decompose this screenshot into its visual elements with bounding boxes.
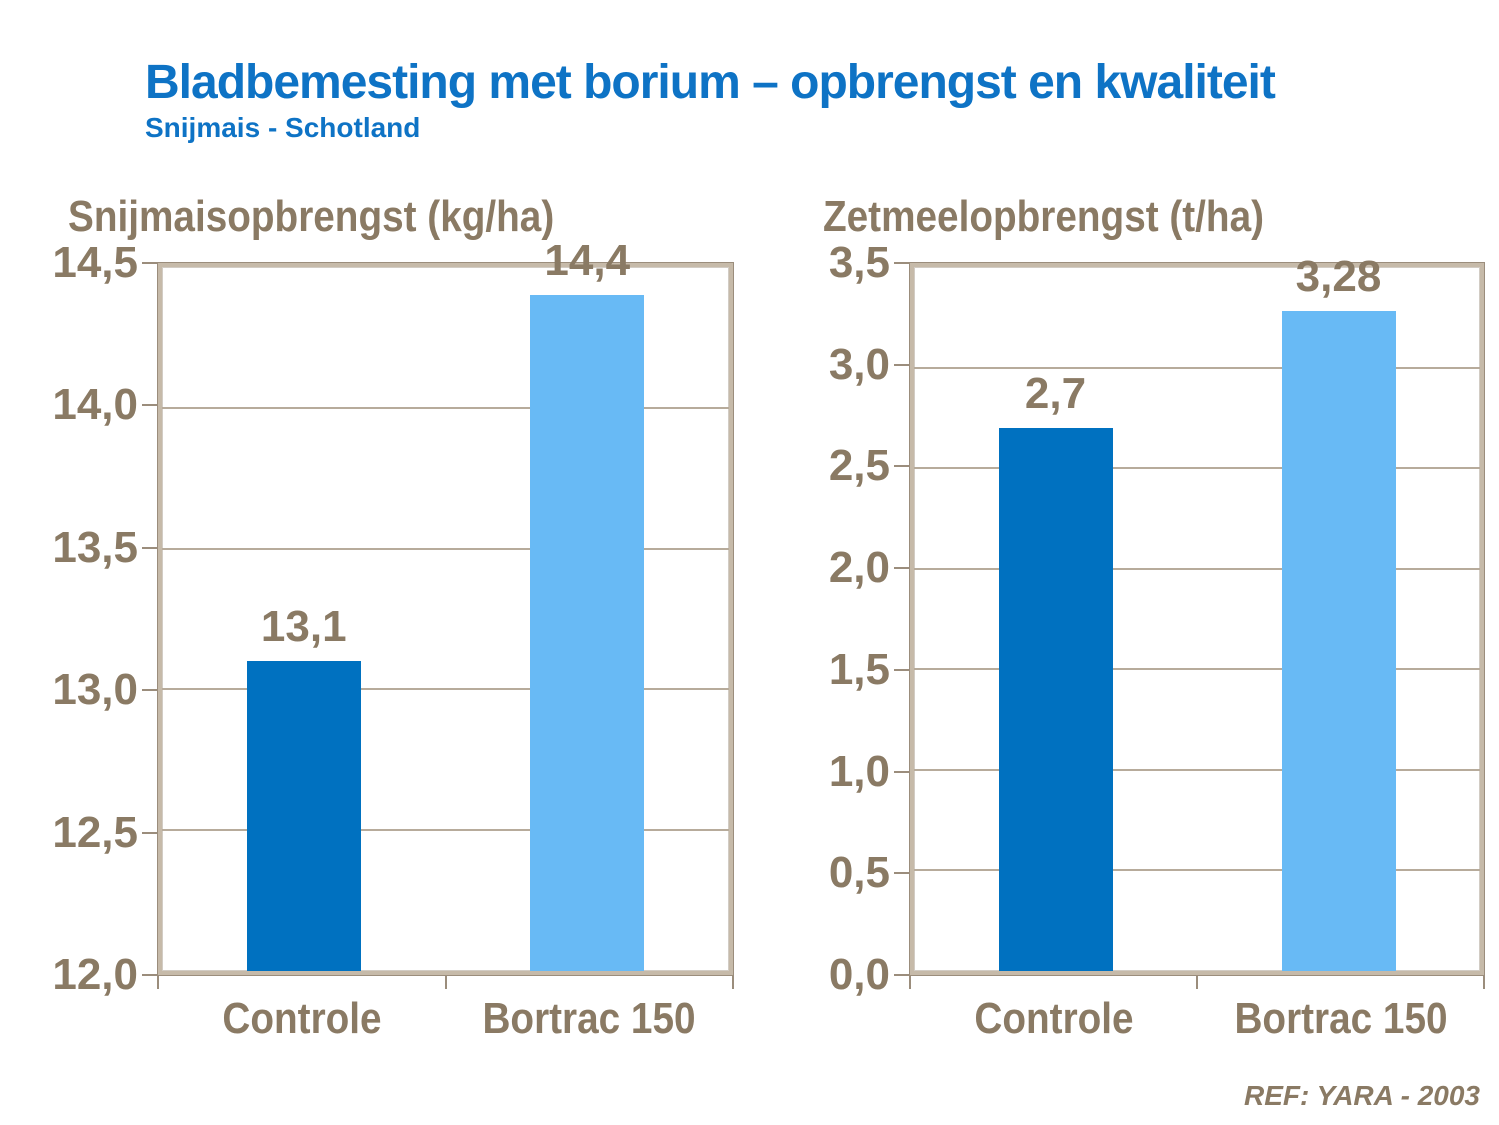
y-axis-tick xyxy=(142,689,158,691)
x-category-label: Controle xyxy=(973,994,1134,1043)
y-axis-tick xyxy=(894,872,910,874)
plot-area xyxy=(158,236,733,975)
bar-value-label: 3,28 xyxy=(1295,252,1382,302)
x-axis-tick xyxy=(1483,976,1485,989)
y-axis-tick xyxy=(142,262,158,264)
page-title: Bladbemesting met borium – opbrengst en kwaliteit xyxy=(145,56,1275,109)
y-axis-tick-label: 13,5 xyxy=(52,522,138,572)
plot-area xyxy=(910,252,1484,975)
bar-value-label: 13,1 xyxy=(260,602,347,652)
y-axis-tick-label: 12,5 xyxy=(52,807,138,857)
bar xyxy=(247,661,361,971)
y-axis-tick-label: 14,0 xyxy=(52,380,138,430)
bar xyxy=(1282,311,1396,971)
y-axis-tick xyxy=(894,567,910,569)
y-axis-tick xyxy=(894,364,910,366)
y-axis-tick-label: 13,0 xyxy=(52,665,138,715)
y-axis-tick xyxy=(142,547,158,549)
y-axis-tick xyxy=(894,771,910,773)
right-chart-title: Zetmeelopbrengst (t/ha) xyxy=(823,192,1265,241)
page-subtitle: Snijmais - Schotland xyxy=(145,112,421,143)
y-axis-tick xyxy=(894,465,910,467)
y-axis-tick-label: 14,5 xyxy=(52,238,138,287)
y-axis-tick-label: 0,5 xyxy=(828,848,890,898)
bar xyxy=(530,295,644,971)
bar-value-label: 2,7 xyxy=(1024,368,1087,418)
y-axis-tick-label: 3,0 xyxy=(828,339,890,389)
bar xyxy=(999,428,1113,971)
y-axis-tick-label: 3,5 xyxy=(828,238,890,287)
y-axis-tick xyxy=(894,262,910,264)
x-axis-tick xyxy=(909,976,911,989)
y-axis-tick-label: 12,0 xyxy=(52,950,138,999)
x-axis-tick xyxy=(1196,976,1198,989)
reference-text: REF: YARA - 2003 xyxy=(1244,1080,1480,1111)
x-category-label: Controle xyxy=(222,994,382,1043)
y-axis-tick-label: 1,5 xyxy=(828,644,890,694)
x-axis-tick xyxy=(157,976,159,989)
y-axis-tick xyxy=(142,404,158,406)
y-axis-tick xyxy=(142,832,158,834)
x-axis-tick xyxy=(445,976,447,989)
bar-value-label: 14,4 xyxy=(544,236,631,286)
y-axis-tick xyxy=(142,974,158,976)
x-category-label: Bortrac 150 xyxy=(482,994,696,1043)
y-axis-tick-label: 0,0 xyxy=(828,950,890,999)
y-axis-tick xyxy=(894,669,910,671)
left-chart-title: Snijmaisopbrengst (kg/ha) xyxy=(68,192,555,241)
y-axis-tick-label: 2,0 xyxy=(828,543,890,593)
x-category-label: Bortrac 150 xyxy=(1233,994,1448,1043)
y-axis-tick-label: 1,0 xyxy=(828,746,890,796)
y-axis-tick xyxy=(894,974,910,976)
y-axis-tick-label: 2,5 xyxy=(828,441,890,491)
